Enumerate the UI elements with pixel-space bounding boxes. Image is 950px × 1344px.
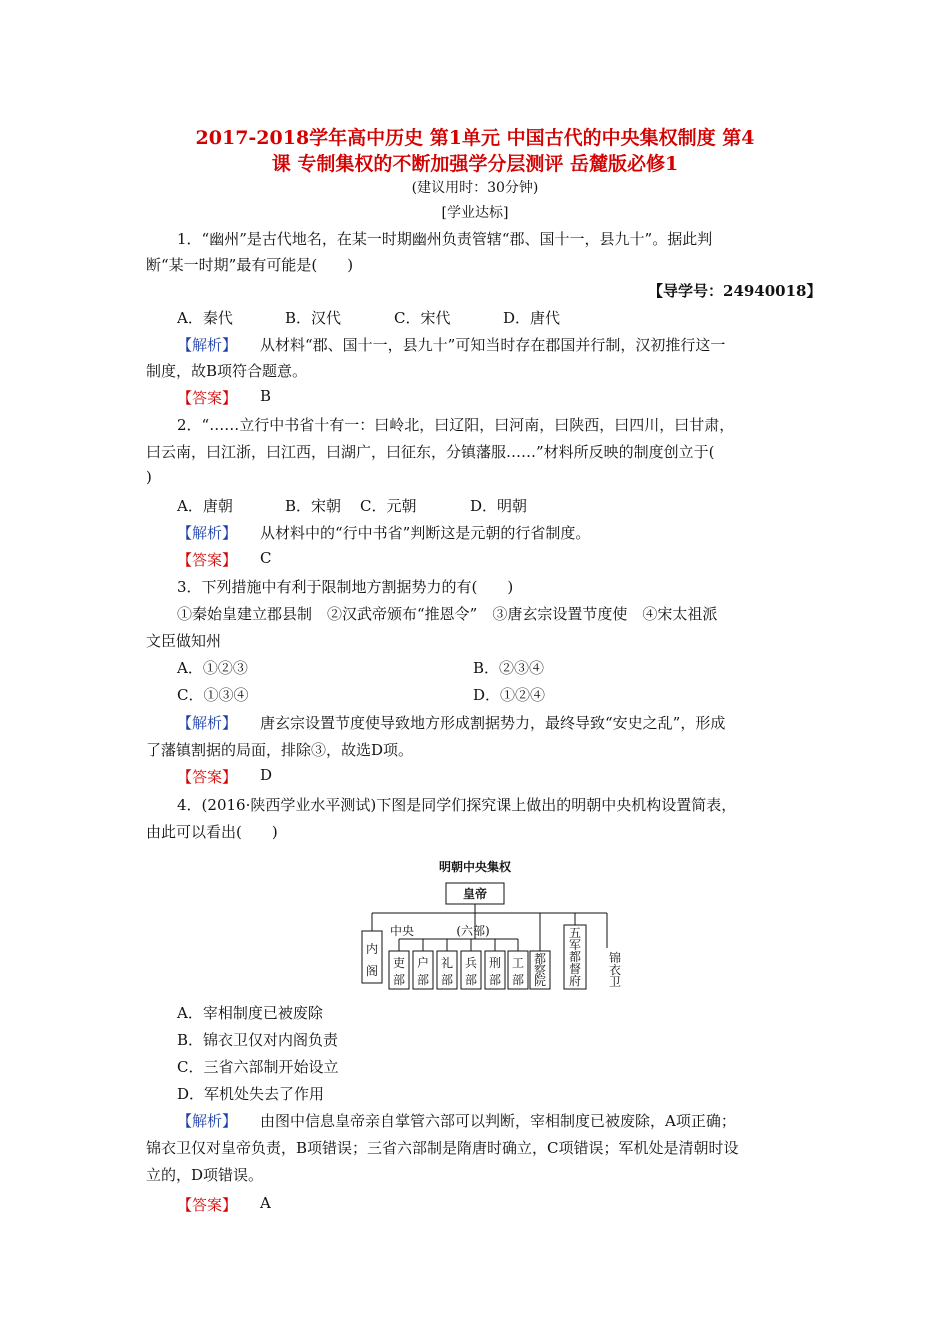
q3-explain-label: 【解析】 [177, 714, 238, 732]
diagram-central: 中央 [389, 924, 415, 938]
q1-answer-label: 【答案】 [177, 389, 238, 407]
q2-option-a: A．唐朝 [177, 497, 233, 515]
diagram-bing-1: 兵 [464, 956, 478, 970]
q4-explain-label: 【解析】 [177, 1112, 238, 1130]
diagram-hu-1: 户 [416, 956, 430, 970]
diagram-gong-1: 工 [511, 956, 525, 970]
q1-option-a: A．秦代 [177, 309, 233, 327]
diagram-bing-2: 部 [464, 973, 478, 987]
diagram-jinyi-1: 锦 [608, 951, 622, 965]
q2-explain-line1: 从材料中的“行中书省”判断这是元朝的行省制度。 [260, 524, 591, 542]
diagram-ducha-1: 都 [533, 952, 547, 966]
ming-central-structure-diagram [355, 855, 645, 995]
diagram-gong-2: 部 [511, 973, 525, 987]
q3-stem-line1: 3．下列措施中有利于限制地方割据势力的有( ) [177, 578, 514, 596]
diagram-jinyi-3: 卫 [608, 975, 622, 989]
q4-explain-line3: 立的，D项错误。 [146, 1166, 264, 1184]
q2-explain-label: 【解析】 [177, 524, 238, 542]
q4-explain-line2: 锦衣卫仅对皇帝负责，B项错误；三省六部制是隋唐时确立，C项错误；军机处是清朝时设 [146, 1139, 739, 1157]
diagram-six-ministries: (六部) [456, 924, 490, 938]
diagram-xing-2: 部 [488, 973, 502, 987]
q3-option-b: B．②③④ [473, 659, 545, 677]
q1-option-c: C．宋代 [394, 309, 451, 327]
q3-explain-line1: 唐玄宗设置节度使导致地方形成割据势力，最终导致“安史之乱”，形成 [260, 714, 726, 732]
q1-stem-line1: 1．“幽州”是古代地名，在某一时期幽州负责管辖“郡、国十一，县九十”。据此判 [177, 230, 713, 248]
q4-explain-line1: 由图中信息皇帝亲自掌管六部可以判断，宰相制度已被废除，A项正确； [260, 1112, 736, 1130]
diagram-xing-1: 刑 [488, 956, 502, 970]
q2-option-b: B．宋朝 [285, 497, 342, 515]
section-heading: [学业达标] [441, 205, 509, 221]
q2-option-d: D．明朝 [470, 497, 528, 515]
diagram-li-1: 吏 [392, 956, 406, 970]
q1-explain-line1: 从材料“郡、国十一，县九十”可知当时存在郡国并行制，汉初推行这一 [260, 336, 726, 354]
q1-option-b: B．汉代 [285, 309, 342, 327]
diagram-wujun-3: 都 [568, 950, 582, 964]
q1-guide-number: 【导学号：24940018】 [648, 282, 822, 300]
diagram-neige-1: 内 [365, 942, 379, 956]
q4-option-b: B．锦衣卫仅对内阁负责 [177, 1031, 339, 1049]
q1-option-d: D．唐代 [503, 309, 561, 327]
q2-stem-line1: 2．“……立行中书省十有一：曰岭北，曰辽阳，曰河南，曰陕西，曰四川，曰甘肃， [177, 416, 735, 434]
time-note: (建议用时：30分钟) [411, 180, 539, 196]
q4-option-a: A．宰相制度已被废除 [177, 1004, 323, 1022]
diagram-ducha-3: 院 [533, 974, 547, 988]
q1-answer: B [260, 387, 272, 405]
q3-stem-line3: 文臣做知州 [146, 632, 222, 650]
q1-stem-line2: 断“某一时期”最有可能是( ) [146, 256, 354, 274]
q3-answer-label: 【答案】 [177, 768, 238, 786]
diagram-ducha-2: 察 [533, 963, 547, 977]
q2-stem-line2: 曰云南，曰江浙，曰江西，曰湖广，曰征东，分镇藩服……”材料所反映的制度创立于( [146, 443, 715, 461]
q4-option-c: C．三省六部制开始设立 [177, 1058, 339, 1076]
q1-explain-line2: 制度，故B项符合题意。 [146, 362, 308, 380]
q3-option-d: D．①②④ [473, 686, 546, 704]
doc-title-line1: 2017-2018学年高中历史 第1单元 中国古代的中央集权制度 第4 [195, 127, 755, 149]
q2-answer-label: 【答案】 [177, 551, 238, 569]
q2-answer: C [260, 549, 272, 567]
diagram-jinyi-2: 衣 [608, 963, 622, 977]
q4-stem-line2: 由此可以看出( ) [146, 823, 278, 841]
diagram-wujun-1: 五 [568, 926, 582, 940]
q4-answer: A [260, 1194, 271, 1212]
q3-answer: D [260, 766, 273, 784]
diagram-lib-2: 部 [440, 973, 454, 987]
q2-stem-line3: ) [146, 468, 152, 486]
q4-answer-label: 【答案】 [177, 1196, 238, 1214]
q3-option-c: C．①③④ [177, 686, 249, 704]
q3-explain-line2: 了藩镇割据的局面，排除③，故选D项。 [146, 741, 414, 759]
diagram-hu-2: 部 [416, 973, 430, 987]
diagram-title: 明朝中央集权 [438, 860, 512, 874]
q3-stem-line2: ①秦始皇建立郡县制 ②汉武帝颁布“推恩令” ③唐玄宗设置节度使 ④宋太祖派 [177, 605, 718, 623]
q4-stem-line1: 4．(2016·陕西学业水平测试)下图是同学们探究课上做出的明朝中央机构设置简表， [177, 796, 737, 814]
q4-option-d: D．军机处失去了作用 [177, 1085, 325, 1103]
doc-title-line2: 课 专制集权的不断加强学分层测评 岳麓版必修1 [271, 153, 679, 175]
diagram-neige-2: 阁 [365, 964, 379, 978]
diagram-wujun-4: 督 [568, 962, 582, 976]
diagram-wujun-5: 府 [568, 974, 582, 988]
diagram-lib-1: 礼 [440, 956, 454, 970]
diagram-wujun-2: 军 [568, 938, 582, 952]
q3-option-a: A．①②③ [177, 659, 248, 677]
q2-option-c: C．元朝 [360, 497, 417, 515]
diagram-emperor: 皇帝 [462, 887, 488, 901]
q1-explain-label: 【解析】 [177, 336, 238, 354]
diagram-li-2: 部 [392, 973, 406, 987]
